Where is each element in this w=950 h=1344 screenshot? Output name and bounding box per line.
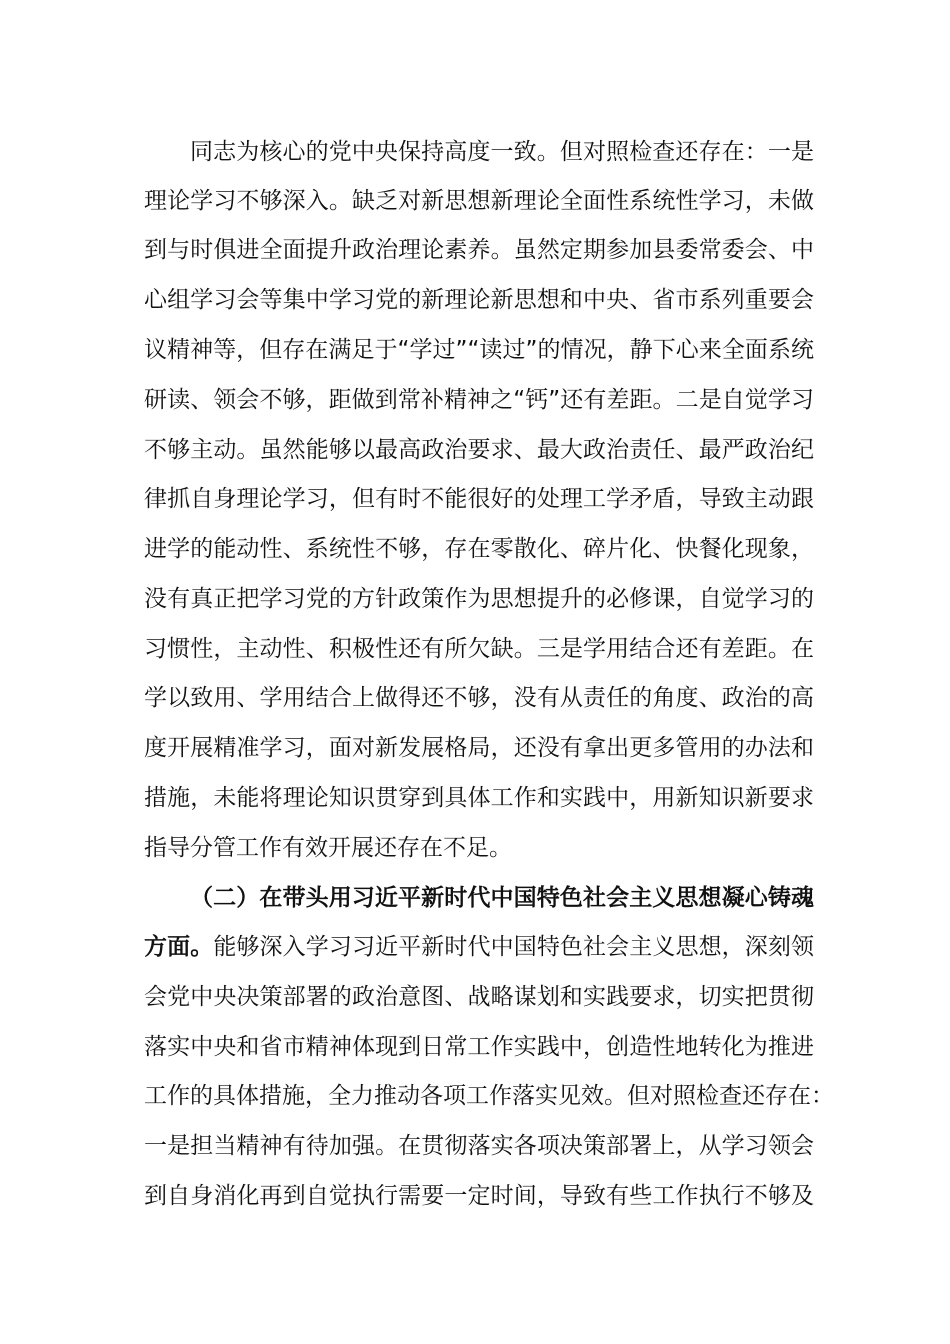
paragraph-line: 落实中央和省市精神体现到日常工作实践中，创造性地转化为推进 [144, 1034, 814, 1060]
paragraph-line: 没有真正把学习党的方针政策作为思想提升的必修课，自觉学习的 [144, 586, 814, 612]
paragraph-line: 律抓自身理论学习，但有时不能很好的处理工学矛盾，导致主动跟 [144, 486, 814, 512]
paragraph-line: 理论学习不够深入。缺乏对新思想新理论全面性系统性学习，未做 [144, 188, 814, 214]
section-heading: （二）在带头用习近平新时代中国特色社会主义思想凝心铸魂 [190, 885, 814, 911]
paragraph-line: 学以致用、学用结合上做得还不够，没有从责任的角度、政治的高 [144, 685, 814, 711]
paragraph-line: 度开展精准学习，面对新发展格局，还没有拿出更多管用的办法和 [144, 735, 814, 761]
paragraph-line: 到自身消化再到自觉执行需要一定时间，导致有些工作执行不够及 [144, 1183, 814, 1209]
paragraph-line: 指导分管工作有效开展还存在不足。 [144, 835, 512, 861]
section-heading-tail: 方面。 [144, 934, 214, 960]
paragraph-text: 能够深入学习习近平新时代中国特色社会主义思想，深刻领 [213, 934, 815, 960]
paragraph-line [144, 927, 814, 967]
paragraph-line: 一是担当精神有待加强。在贯彻落实各项决策部署上，从学习领会 [144, 1133, 814, 1159]
paragraph-line: 到与时俱进全面提升政治理论素养。虽然定期参加县委常委会、中 [144, 237, 814, 263]
paragraph-line: 心组学习会等集中学习党的新理论新思想和中央、省市系列重要会 [144, 287, 814, 313]
paragraph-line: 会党中央决策部署的政治意图、战略谋划和实践要求，切实把贯彻 [144, 984, 814, 1010]
paragraph-line: 不够主动。虽然能够以最高政治要求、最大政治责任、最严政治纪 [144, 437, 814, 463]
paragraph-line: 研读、领会不够，距做到常补精神之“钙”还有差距。二是自觉学习 [144, 387, 814, 413]
paragraph-line: 进学的能动性、系统性不够，存在零散化、碎片化、快餐化现象， [144, 536, 814, 562]
paragraph-line: 习惯性，主动性、积极性还有所欠缺。三是学用结合还有差距。在 [144, 636, 814, 662]
paragraph-line: 同志为核心的党中央保持高度一致。但对照检查还存在：一是 [190, 139, 814, 165]
paragraph-line: 工作的具体措施，全力推动各项工作落实见效。但对照检查还存在： [144, 1083, 834, 1109]
paragraph-line: 议精神等，但存在满足于“学过”“读过”的情况，静下心来全面系统 [144, 337, 814, 363]
paragraph-line: 措施，未能将理论知识贯穿到具体工作和实践中，用新知识新要求 [144, 785, 814, 811]
